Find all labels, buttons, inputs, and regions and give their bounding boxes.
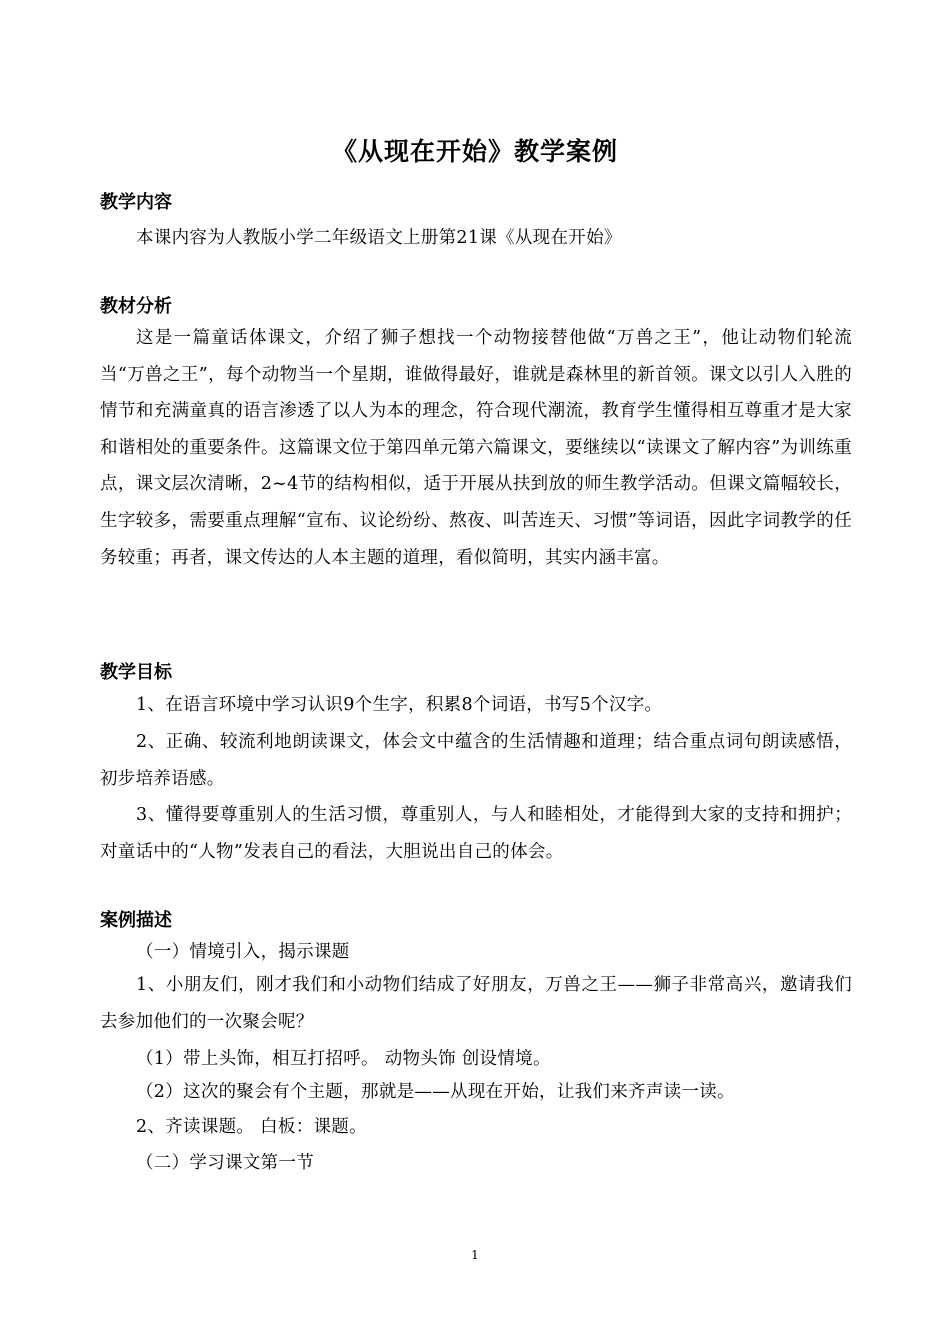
goal-item-1: 1、在语言环境中学习认识9个生字，积累8个词语，书写5个汉字。 — [136, 695, 663, 715]
case-step-2: 2、齐读课题。 白板：课题。 — [136, 1117, 367, 1137]
paragraph-textbook-analysis: 这是一篇童话体课文，介绍了狮子想找一个动物接替他做“万兽之王”，他让动物们轮流当“万兽之王”，每个动物当一个星期，谁做得最好，谁就是森林里的新首领。课文以引人入胜的情节和充满童真的语言渗透了以人为本的理念，符合现代潮流，教育学生懂得相互尊重才是大家和谐相处的重要条件。这篇课文位于第四单元第六篇课文，要继续以“读课文了解内容”为训练重点，课文层次清晰，2~4节的结构相似，适于开展从扶到放的师生教学活动。但课文篇幅较长，生字较多，需要重点理解“宣布、议论纷纷、熬夜、叫苦连天、习惯”等词语，因此字词教学的任务较重；再者，课文传达的人本主题的道理，看似简明，其实内涵丰富。 — [100, 328, 852, 568]
case-sub-1: （1）带上头饰，相互打招呼。 动物头饰 创设情境。 — [136, 1049, 551, 1069]
page-number: 1 — [471, 1248, 479, 1262]
heading-case-description: 案例描述 — [100, 910, 172, 931]
heading-textbook-analysis: 教材分析 — [100, 296, 172, 317]
document-title: 《从现在开始》教学案例 — [331, 137, 618, 166]
case-part-1: （一）情境引入，揭示课题 — [136, 942, 350, 962]
case-step-1: 1、小朋友们，刚才我们和小动物们结成了好朋友，万兽之王——狮子非常高兴，邀请我们去参加他们的一次聚会呢？ — [100, 975, 852, 1032]
heading-teaching-goals: 教学目标 — [100, 662, 172, 683]
paragraph-teaching-content: 本课内容为人教版小学二年级语文上册第21课《从现在开始》 — [136, 228, 622, 248]
heading-teaching-content: 教学内容 — [100, 192, 172, 213]
case-part-2: （二）学习课文第一节 — [136, 1153, 314, 1173]
goal-item-3: 3、懂得要尊重别人的生活习惯，尊重别人，与人和睦相处，才能得到大家的支持和拥护；对童话中的“人物”发表自己的看法，大胆说出自己的体会。 — [100, 805, 852, 862]
goal-item-2: 2、正确、较流利地朗读课文，体会文中蕴含的生活情趣和道理；结合重点词句朗读感悟，初步培养语感。 — [100, 732, 852, 789]
case-sub-2: （2）这次的聚会有个主题，那就是——从现在开始，让我们来齐声读一读。 — [136, 1082, 735, 1102]
